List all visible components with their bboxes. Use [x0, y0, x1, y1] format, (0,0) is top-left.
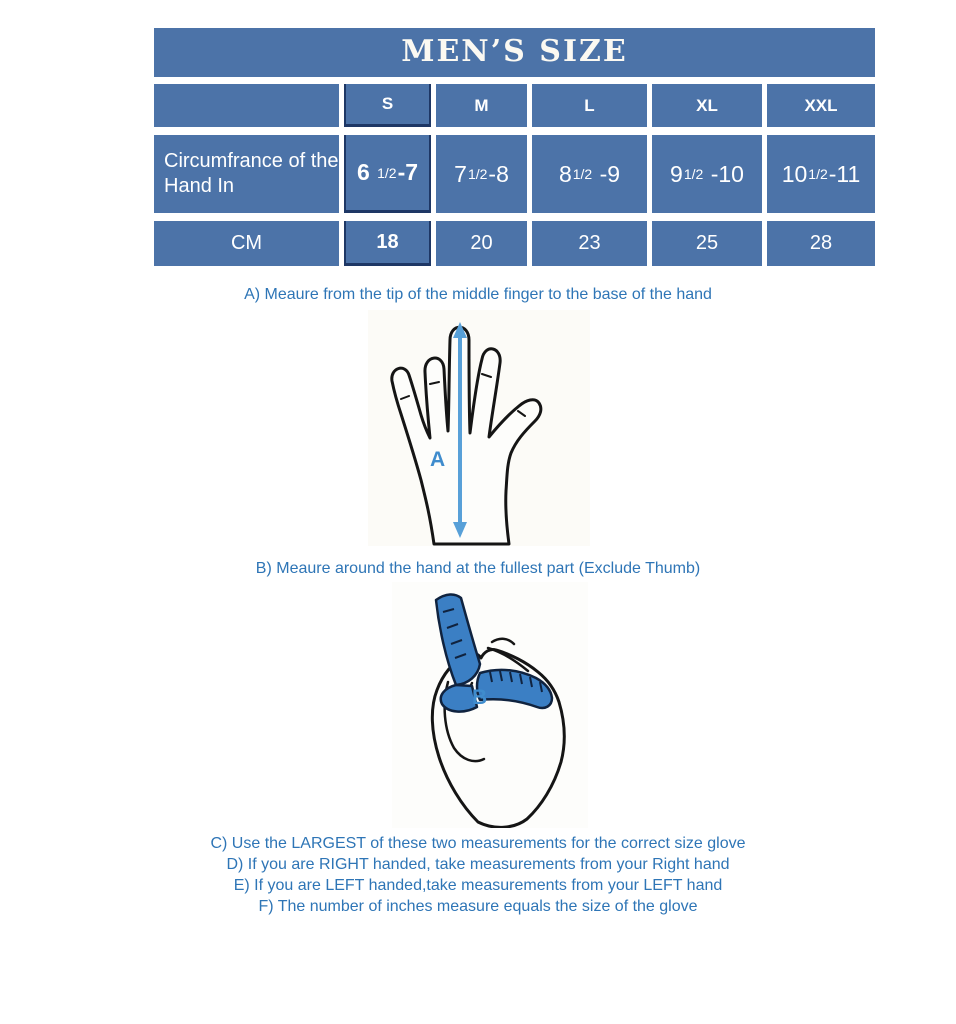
row-label-circumference: Circumfrance of the Hand In: [154, 135, 339, 213]
value-main: 7: [454, 160, 467, 187]
value-main: -10: [704, 160, 744, 187]
value-fraction: 1/2: [467, 166, 488, 182]
col-header-s: S: [344, 84, 431, 127]
instruction-f: F) The number of inches measure equals the size of the glove: [258, 898, 698, 915]
table-grid: [154, 84, 875, 266]
corner-cell: [154, 84, 339, 127]
value-fraction: 1/2: [808, 166, 828, 182]
figure-b-label: B: [472, 686, 488, 709]
value-fraction: 1/2: [572, 166, 593, 182]
hand-measure-circumference-figure: [392, 582, 588, 828]
instruction-d: D) If you are RIGHT handed, take measurements from your Right hand: [226, 856, 730, 873]
col-header-l: L: [532, 84, 647, 127]
value-main: 10: [781, 160, 808, 187]
instruction-b: B) Meaure around the hand at the fullest part (Exclude Thumb): [255, 560, 701, 577]
cm-value-l: 23: [532, 221, 647, 266]
table-title: MEN’S SIZE: [154, 28, 875, 77]
cm-value-m: 20: [436, 221, 527, 266]
hand-outline: [392, 327, 541, 544]
circumference-value-m: [436, 135, 527, 213]
circumference-value-xxl: [767, 135, 875, 213]
value-main: 8: [558, 160, 572, 187]
value-main: -9: [593, 160, 621, 187]
circumference-value-l: [532, 135, 647, 213]
mens-size-table: [154, 28, 875, 266]
instruction-c: C) Use the LARGEST of these two measurements for the correct size glove: [210, 835, 746, 852]
value-main: -8: [488, 160, 509, 187]
fist-illustration: [392, 582, 588, 828]
figure-a-label: A: [430, 448, 446, 471]
col-header-xl: XL: [652, 84, 762, 127]
value-main: 6: [356, 159, 377, 185]
cm-value-xl: 25: [652, 221, 762, 266]
instruction-a: A) Meaure from the tip of the middle finger to the base of the hand: [244, 286, 712, 303]
circumference-value-xl: [652, 135, 762, 213]
value-fraction: 1/2: [683, 166, 704, 182]
bottom-instructions: [0, 833, 956, 917]
value-main: -7: [397, 159, 419, 185]
row-label-cm: CM: [154, 221, 339, 266]
col-header-xxl: XXL: [767, 84, 875, 127]
cm-value-xxl: 28: [767, 221, 875, 266]
hand-measure-length-figure: [368, 310, 590, 546]
col-header-m: M: [436, 84, 527, 127]
value-fraction: 1/2: [377, 164, 397, 181]
tape-loose-end: [436, 594, 480, 685]
cm-value-s: 18: [344, 221, 431, 266]
circumference-value-s: [344, 135, 431, 213]
value-main: -11: [828, 160, 861, 187]
value-main: 9: [670, 160, 683, 187]
open-hand-illustration: [368, 310, 590, 546]
instruction-e: E) If you are LEFT handed,take measurements from your LEFT hand: [233, 877, 723, 894]
